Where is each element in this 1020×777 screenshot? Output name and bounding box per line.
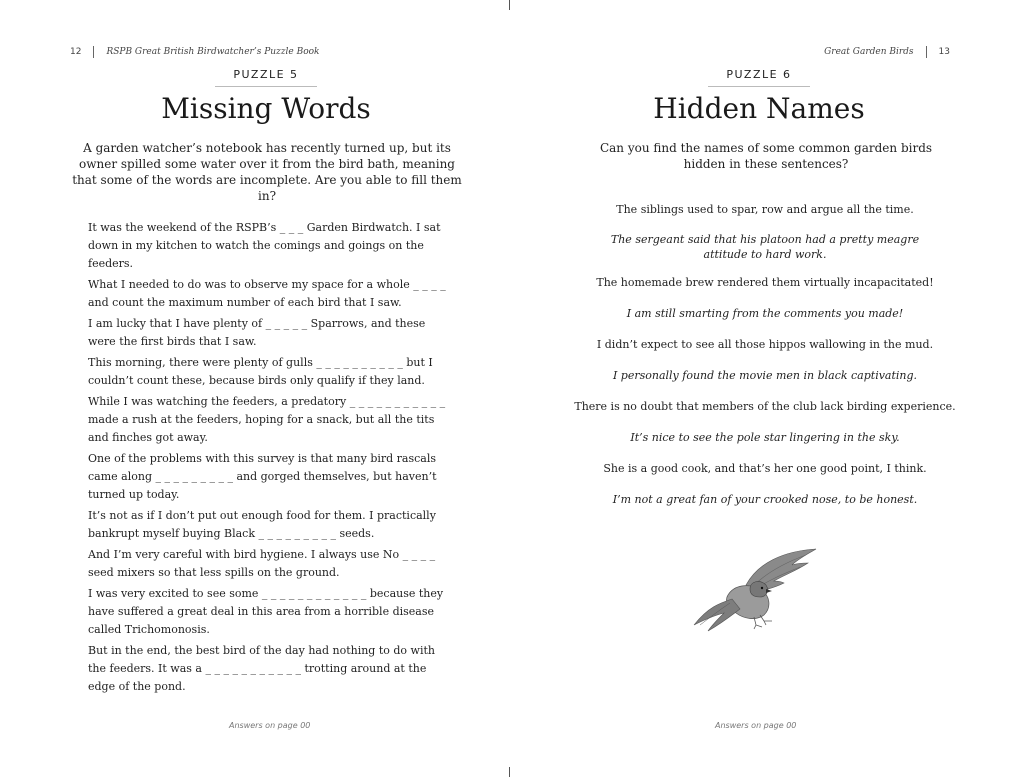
left-page-number: 12	[70, 47, 82, 57]
puzzle-6-label: PUZZLE 6	[708, 68, 809, 87]
notebook-entry: While I was watching the feeders, a predatory _ _ _ _ _ _ _ _ _ _ _ made a rush at the feeders, hoping for a snack, but all the tits and finches got away.	[88, 395, 446, 444]
running-head-divider	[926, 46, 927, 58]
notebook-entry: This morning, there were plenty of gulls _ _ _ _ _ _ _ _ _ _ but I couldn’t count these, because birds only qualify if they land.	[88, 356, 433, 387]
sentence: I didn’t expect to see all those hippos wallowing in the mud.	[596, 338, 934, 351]
notebook-entry: It’s not as if I don’t put out enough food for them. I practically bankrupt myself buying Black _ _ _ _ _ _ _ _ _ seeds.	[88, 509, 436, 540]
notebook-entry: What I needed to do was to observe my space for a whole _ _ _ _ and count the maximum number of each bird that I saw.	[88, 278, 446, 309]
sentence: I personally found the movie men in black captivating.	[612, 369, 918, 382]
notebook-entries	[88, 219, 450, 699]
sentence: I am still smarting from the comments you made!	[626, 307, 904, 320]
left-running-title: RSPB Great British Birdwatcher’s Puzzle Book	[106, 47, 320, 57]
notebook-entry: It was the weekend of the RSPB’s _ _ _ Garden Birdwatch. I sat down in my kitchen to watch the comings and goings on the feeders.	[88, 221, 441, 270]
right-answers-note: Answers on page 00	[715, 721, 797, 730]
sparrow-illustration-icon	[688, 545, 823, 635]
sentence: The siblings used to spar, row and argue all the time.	[616, 203, 914, 216]
right-page-number: 13	[938, 47, 950, 57]
sentence: It’s nice to see the pole star lingering in the sky.	[630, 431, 900, 444]
puzzle-6-label-wrap	[498, 68, 1020, 87]
notebook-entry: I was very excited to see some _ _ _ _ _ _ _ _ _ _ _ _ because they have suffered a great deal in this area from a horrible disease called Trichomonosis.	[88, 587, 444, 636]
sentence: I’m not a great fan of your crooked nose, to be honest.	[612, 493, 918, 506]
sentence: There is no doubt that members of the club lack birding experience.	[574, 400, 956, 413]
notebook-entry: But in the end, the best bird of the day had nothing to do with the feeders. It was a _ _ _ _ _ _ _ _ _ _ _ trotting around at the edge of the pond.	[88, 644, 435, 693]
running-head-divider	[93, 46, 94, 58]
notebook-entry: I am lucky that I have plenty of _ _ _ _ _ Sparrows, and these were the first birds that I saw.	[88, 317, 426, 348]
missing-words-title: Missing Words	[161, 92, 371, 125]
notebook-entry: And I’m very careful with bird hygiene. I always use No _ _ _ _ seed mixers so that less spills on the ground.	[88, 548, 436, 579]
notebook-entry: One of the problems with this survey is that many bird rascals came along _ _ _ _ _ _ _ _ _ and gorged themselves, but haven’t turned up today.	[88, 452, 437, 501]
hidden-names-title: Hidden Names	[653, 92, 865, 125]
left-answers-note: Answers on page 00	[229, 721, 311, 730]
left-running-head	[70, 46, 320, 58]
missing-words-intro: A garden watcher’s notebook has recently turned up, but its owner spilled some water over it from the bird bath, meaning that some of the words are incomplete. Are you able to fill them in?	[72, 141, 462, 203]
right-page	[510, 0, 1020, 777]
sentence: The sergeant said that his platoon had a pretty meagre attitude to hard work.	[610, 233, 920, 261]
puzzle-5-label: PUZZLE 5	[215, 68, 316, 87]
hidden-names-intro: Can you find the names of some common garden birds hidden in these sentences?	[599, 141, 933, 171]
puzzle-5-label-wrap	[22, 68, 510, 87]
right-running-title: Great Garden Birds	[824, 47, 914, 57]
sentence: She is a good cook, and that’s her one good point, I think.	[603, 462, 927, 475]
hidden-name-sentences	[570, 202, 960, 507]
right-running-head	[824, 46, 950, 58]
sentence: The homemade brew rendered them virtually incapacitated!	[596, 276, 934, 289]
